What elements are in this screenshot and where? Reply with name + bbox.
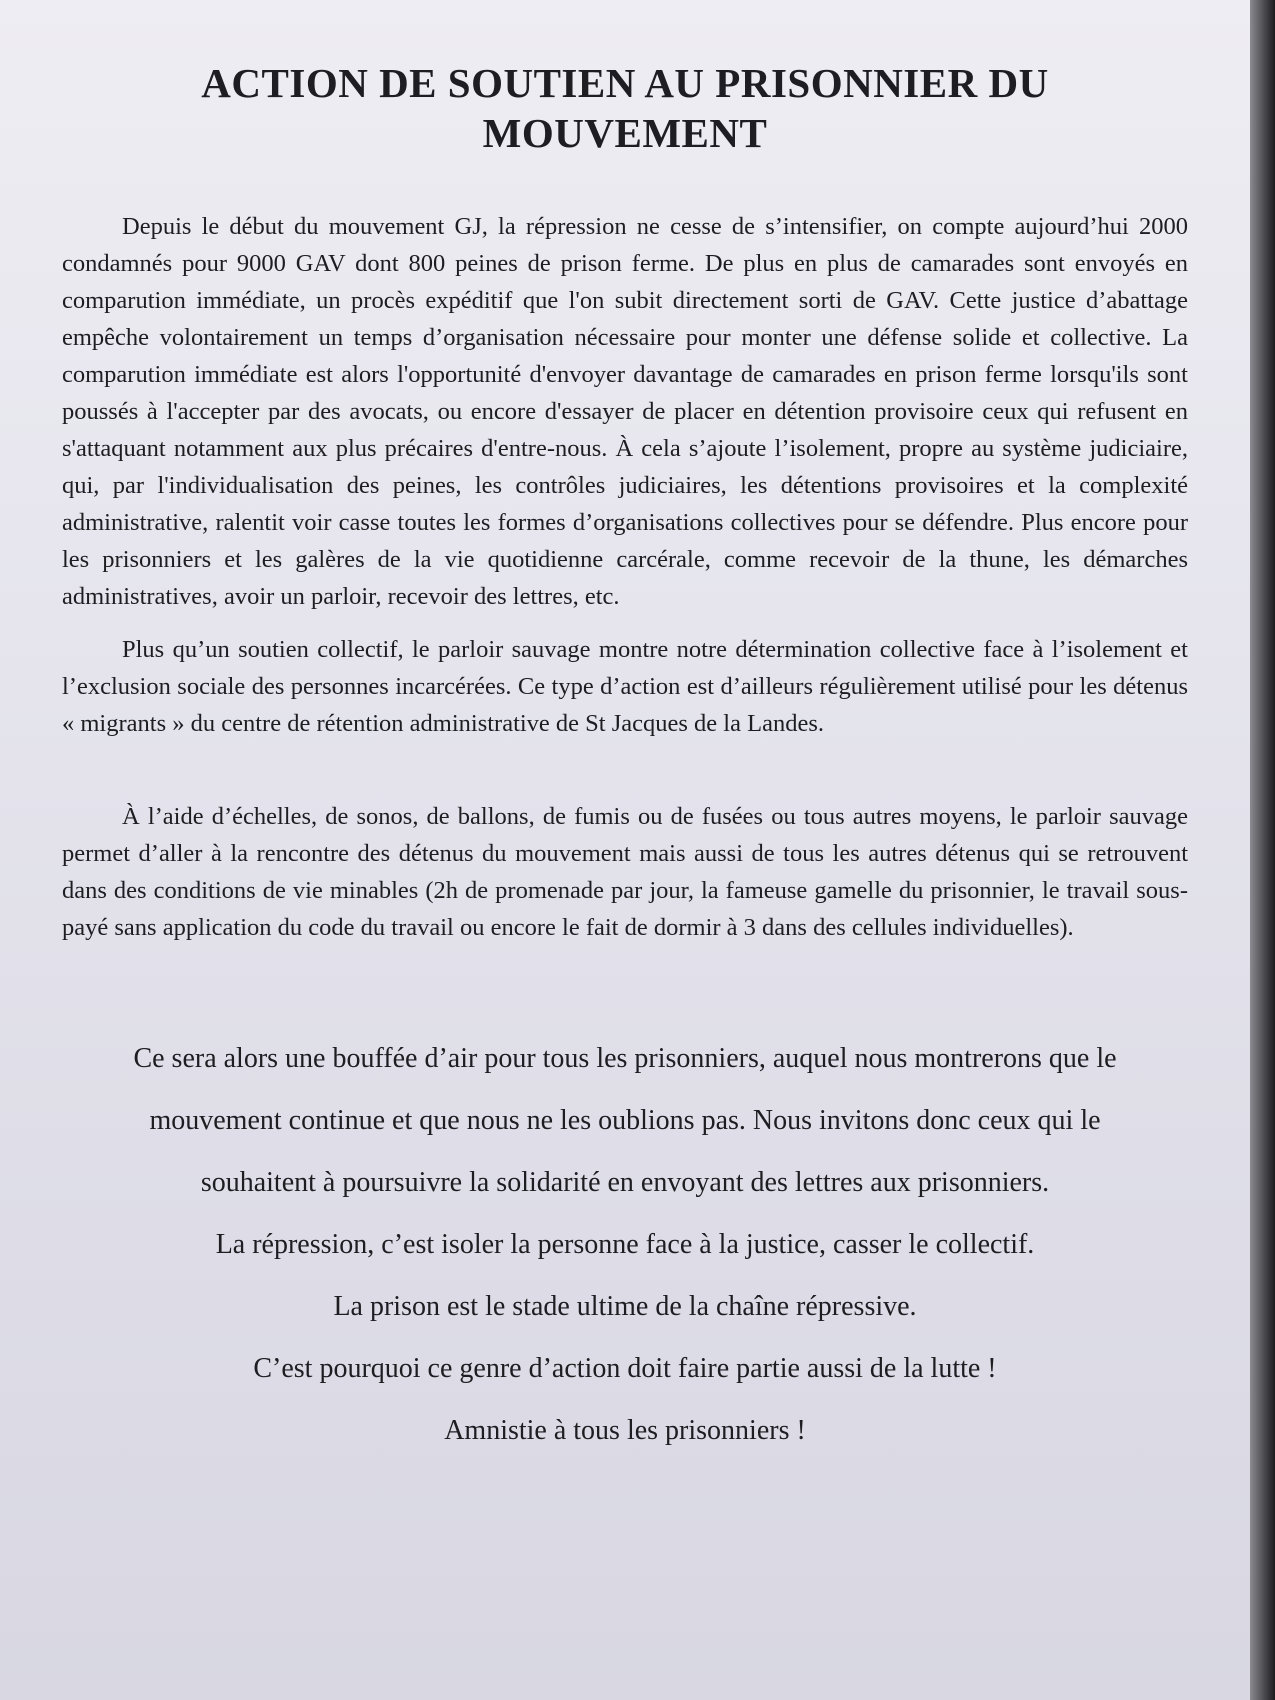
paragraph-repression: Depuis le début du mouvement GJ, la répression ne cesse de s’intensifier, on compte aujourd’hui 2000 condamnés pour 9000 GAV dont 800 peines de prison ferme. De plus en plus de camarades sont envoyés en comparution immédiate, un procès expéditif que l'on subit directement sorti de GAV. Cette justice d’abattage empêche volontairement un temps d’organisation nécessaire pour monter une défense solide et collective. La comparution immédiate est alors l'opportunité d'envoyer davantage de camarades en prison ferme lorsqu'ils sont poussés à l'accepter par des avocats, ou encore d'essayer de placer en détention provisoire ceux qui refusent en s'attaquant notamment aux plus précaires d'entre-nous. À cela s’ajoute l’isolement, propre au système judiciaire, qui, par l'individualisation des peines, les contrôles judiciaires, les détentions provisoires et la complexité administrative, ralentit voir casse toutes les formes d’organisations collectives pour se défendre. Plus encore pour les prisonniers et les galères de la vie quotidienne carcérale, comme recevoir de la thune, les démarches administratives, avoir un parloir, recevoir des lettres, etc.	[62, 213, 1188, 610]
closing-line-amnistie: Amnistie à tous les prisonniers !	[444, 1415, 806, 1446]
closing-line: La répression, c’est isoler la personne face à la justice, casser le collectif.	[215, 1229, 1035, 1260]
document-title	[62, 58, 1188, 158]
title-line-2: MOUVEMENT	[482, 110, 768, 156]
closing-line: C’est pourquoi ce genre d’action doit faire partie aussi de la lutte !	[253, 1353, 997, 1384]
closing-line: La prison est le stade ultime de la chaîne répressive.	[333, 1291, 917, 1322]
title-line-1: ACTION DE SOUTIEN AU PRISONNIER DU	[201, 60, 1049, 106]
closing-line: Ce sera alors une bouffée d’air pour tous les prisonniers, auquel nous montrerons que le	[133, 1043, 1117, 1074]
paragraph-parloir-sauvage: Plus qu’un soutien collectif, le parloir sauvage montre notre détermination collective face à l’isolement et l’exclusion sociale des personnes incarcérées. Ce type d’action est d’ailleurs régulièrement utilisé pour les détenus « migrants » du centre de rétention administrative de St Jacques de la Landes.	[62, 636, 1188, 737]
closing-block	[62, 1028, 1188, 1462]
closing-line: mouvement continue et que nous ne les oublions pas. Nous invitons donc ceux qui le	[149, 1105, 1101, 1136]
closing-line: souhaitent à poursuivre la solidarité en envoyant des lettres aux prisonniers.	[200, 1167, 1050, 1198]
paragraph-moyens: À l’aide d’échelles, de sonos, de ballons, de fumis ou de fusées ou tous autres moyens, le parloir sauvage permet d’aller à la rencontre des détenus du mouvement mais aussi de tous les autres détenus qui se retrouvent dans des conditions de vie minables (2h de promenade par jour, la fameuse gamelle du prisonnier, le travail sous-payé sans application du code du travail ou encore le fait de dormir à 3 dans des cellules individuelles).	[62, 803, 1188, 941]
page-edge-shadow	[1250, 0, 1275, 1700]
